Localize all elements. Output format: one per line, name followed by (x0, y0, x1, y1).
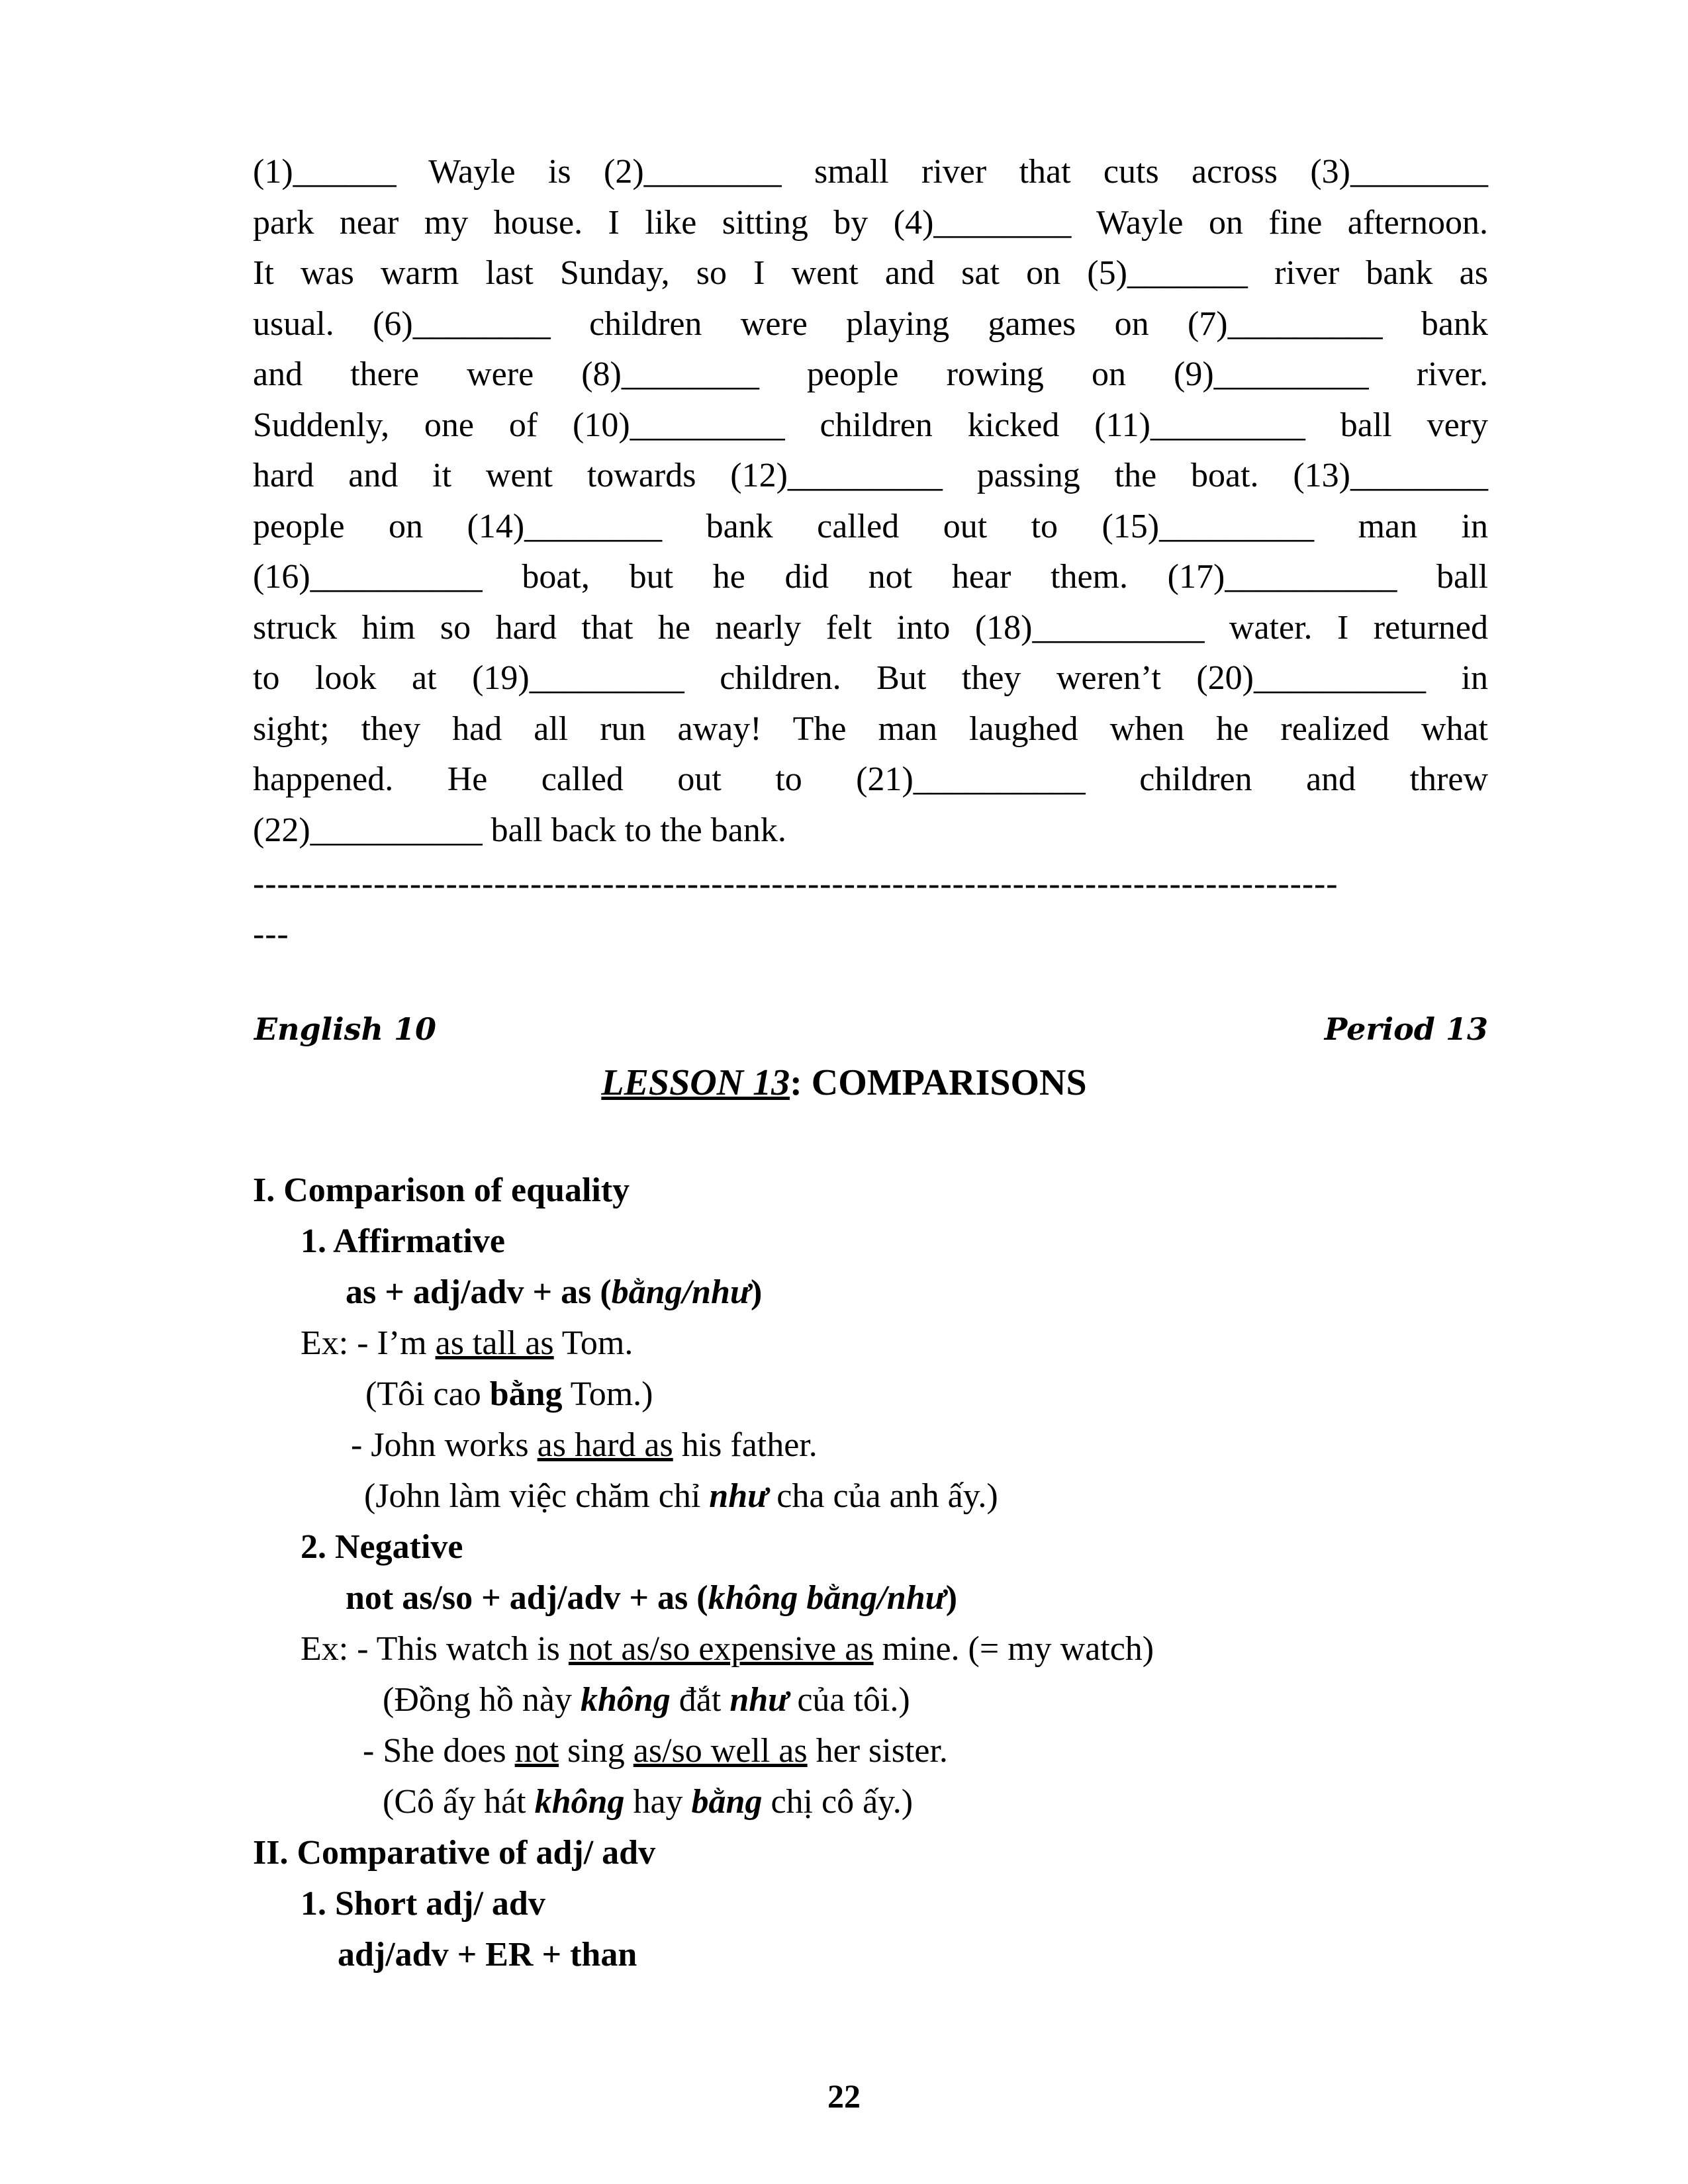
formula-text: not as/so + adj/adv + as ( (346, 1579, 708, 1617)
subsection-heading: 1. Short adj/ adv (301, 1885, 545, 1923)
translation-text: chị cô ấy.) (762, 1783, 914, 1821)
example-translation (253, 1674, 1511, 1725)
example (253, 1420, 1511, 1471)
period-header: Period 13 (1324, 1011, 1488, 1047)
translation-text: (Đồng hồ này (383, 1681, 581, 1719)
translation-text: của tôi.) (788, 1681, 910, 1719)
example-translation (253, 1369, 1511, 1420)
paragraph-line: Suddenly, one of (10)_________ children kicked (11)_________ ball very (253, 406, 1488, 444)
section-heading: I. Comparison of equality (253, 1171, 630, 1209)
paragraph-line: It was warm last Sunday, so I went and sat on (5)_______ river bank as (253, 254, 1488, 292)
paragraph-line: usual. (6)________ children were playing games on (7)_________ bank (253, 304, 1488, 343)
example-text: her sister. (807, 1732, 948, 1770)
paragraph-line: (22)__________ ball back to the bank. (253, 811, 786, 849)
translation-bold: không (580, 1681, 671, 1719)
example-text: mine. (= my watch) (873, 1630, 1154, 1668)
translation-bold: không (534, 1783, 625, 1821)
lesson-colon: : (790, 1062, 802, 1103)
formula (253, 1267, 1511, 1318)
paragraph-line: struck him so hard that he nearly felt into (18)__________ water. I returned (253, 608, 1488, 647)
example-underline: as hard as (537, 1426, 673, 1464)
example-text: Ex: - This watch is (301, 1630, 569, 1668)
paragraph-line: hard and it went towards (12)_________ passing the boat. (13)________ (253, 457, 1488, 494)
formula-translation: không bằng/như (708, 1579, 946, 1617)
paragraph-line: and there were (8)________ people rowing on (9)_________ river. (253, 355, 1488, 393)
dashed-separator: ------------------------------------------------------------------------------------------ (253, 865, 1338, 903)
example-text: Tom. (553, 1324, 633, 1362)
example-translation (253, 1471, 1511, 1522)
lesson-label: LESSON 13 (601, 1062, 790, 1103)
paragraph-line: (1)______ Wayle is (2)________ small river that cuts across (3)________ (253, 153, 1488, 191)
translation-bold: như (729, 1681, 789, 1719)
example-text: Ex: - I’m (301, 1324, 436, 1362)
translation-text: (Tôi cao (365, 1375, 490, 1413)
example (253, 1623, 1511, 1674)
lesson-body (253, 1165, 1511, 1980)
subsection-heading: 2. Negative (301, 1528, 463, 1566)
example (253, 1318, 1511, 1369)
translation-text: (John làm việc chăm chỉ (364, 1477, 710, 1515)
dashed-separator-tail: --- (253, 915, 289, 953)
formula-text: as + adj/adv + as ( (346, 1273, 612, 1311)
example-text: sing (559, 1732, 633, 1770)
lesson-title (0, 1062, 1688, 1104)
paragraph-line: happened. He called out to (21)__________ children and threw (253, 760, 1488, 798)
page-number: 22 (827, 2077, 861, 2115)
formula-translation: bằng/như (611, 1273, 751, 1311)
translation-text: cha của anh ấy.) (768, 1477, 998, 1515)
paragraph-line: park near my house. I like sitting by (4)________ Wayle on fine afternoon. (253, 203, 1488, 242)
example-text: his father. (673, 1426, 818, 1464)
example-translation (253, 1776, 1511, 1827)
example-text: - John works (351, 1426, 538, 1464)
formula (253, 1572, 1511, 1623)
formula-paren: ) (751, 1273, 763, 1311)
section-heading: II. Comparative of adj/ adv (253, 1834, 656, 1872)
translation-text: (Cô ấy hát (383, 1783, 535, 1821)
lesson-name: COMPARISONS (802, 1062, 1087, 1103)
cloze-paragraph (253, 147, 1488, 856)
translation-bold: bằng (489, 1375, 563, 1413)
translation-bold: như (709, 1477, 769, 1515)
paragraph-line: to look at (19)_________ children. But they weren’t (20)__________ in (253, 659, 1488, 697)
translation-text: đắt (670, 1681, 730, 1719)
translation-text: Tom.) (562, 1375, 653, 1413)
translation-text: hay (624, 1783, 692, 1821)
paragraph-line: (16)__________ boat, but he did not hear them. (17)__________ ball (253, 558, 1488, 596)
example-underline: as tall as (435, 1324, 554, 1362)
example-underline: not (514, 1732, 559, 1770)
subsection-heading: 1. Affirmative (301, 1222, 506, 1260)
example-underline: as/so well as (633, 1732, 808, 1770)
formula-paren: ) (945, 1579, 958, 1617)
formula: adj/adv + ER + than (338, 1936, 637, 1974)
example (253, 1725, 1511, 1776)
subject-header: English 10 (254, 1011, 436, 1047)
paragraph-line: sight; they had all run away! The man laughed when he realized what (253, 709, 1488, 748)
paragraph-line: people on (14)________ bank called out to (15)_________ man in (253, 507, 1488, 545)
example-text: - She does (363, 1732, 515, 1770)
example-underline: not as/so expensive as (568, 1630, 874, 1668)
translation-bold: bằng (691, 1783, 763, 1821)
